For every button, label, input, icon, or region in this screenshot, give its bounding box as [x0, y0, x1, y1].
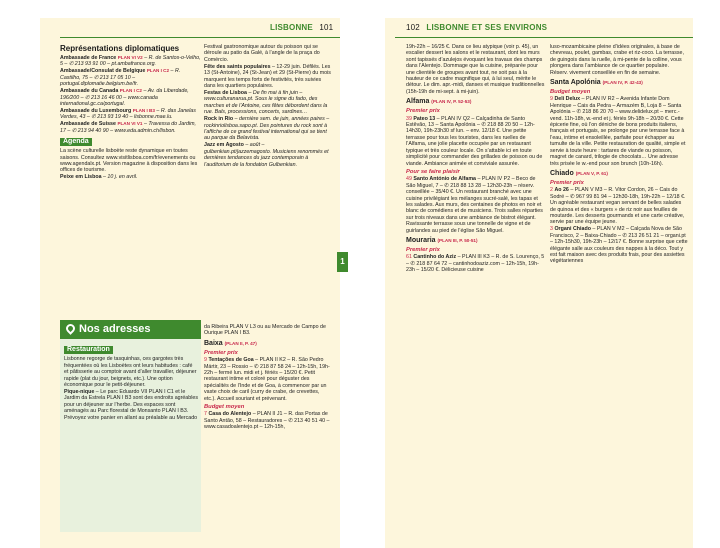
festas-lisboa: Festas de Lisboa – De fin mai à fin juin – www.culturanarua.pt. Sous le signe du fado, des marches et de l’Antoine, ces fêtes débordent dans la rue. Bals, processions, concerts, sardines… — [204, 90, 328, 116]
pour-se-faire-plaisir-label: Pour se faire plaisir — [406, 168, 460, 175]
festival-poisson-text: Festival gastronomique autour du poisson qui se déroule au patio da Galé, à l’angle de la praça do Comércio. — [204, 44, 320, 63]
premier-prix-label: Premier prix — [204, 349, 238, 356]
premier-prix-label: Premier prix — [406, 108, 440, 115]
budget-moyen-label: Budget moyen — [204, 404, 245, 411]
restaurant-santo-antonio: 49 Santo António de Alfama – PLAN IV P2 – Beco de São Miguel, 7 – ✆ 218 88 13 28 – 12h30-23h – réserv. conseillée – 35/40 €. Un restaurant branché avec une cuisine privilégiant les mélanges sucré-salé, les tapas et les salades. Aux murs, des centaines de photos en noir et blanc de comédiens et de musiciens. Trois salles réparties sur trois niveaux dans une ambiance de bistrot élégant. Ravissante terrasse sous une tonnelle de vigne et de guirlandes au pied de l’église São Miguel. — [406, 176, 543, 234]
jazz-em-agosto: Jazz em Agosto – août – gulbenkian.pt/jazzemagosto. Musiciens renommés et dernières tendances du jazz contemporain à l’auditorium de la fondation Gulbenkian. — [204, 142, 329, 168]
ribeira-lead: da Ribeira PLAN V L3 ou au Mercado de Campo de Ourique PLAN I B3. — [204, 324, 326, 337]
restaurant-deli-delux: 9 Deli Delux – PLAN IV R2 – Avenida Infante Dom Henrique – Cais da Pedra – Armazém B, Loja 8 – Santa Apolónia – ✆ 218 86 20 70 – www.delidelux.pt – merc.-vend. 11h-18h, w.-end et j. fériés 9h-18h – 20/30 €. Cette épicerie fine, où l’on déniche de bons produits italiens, français et portugais, se prolonge par une terrasse face à l’eau, intime et ensoleillée, parfaite pour échapper au tumulte de la ville. Petite restauration de qualité, simple et servie à toute heure : tartares de viande ou poisson, magret de canard, trilogie de chocolats… Une adresse très prisée le w.-end pour son brunch (10h-16h). — [550, 96, 686, 167]
restaurant-tentacoes-goa: 9 Tentações de Goa – PLAN II K2 – R. São Pedro Mártir, 23 – Rossio – ✆ 218 87 58 24 – 12h-15h, 19h-22h – fermé lun. midi et j. fériés – 15/20 €. Petit restaurant intime et coloré pour déguster des spécialités de l’Inde et de Goa, à commencer par un vaste choix de caril (curry de crabe, de crevettes, etc.). Accueil souriant et prévenant. — [204, 357, 330, 402]
restaurant-cantinho-aziz: 61 Cantinho do Aziz – PLAN III K3 – R. de S. Lourenço, 5 – ✆ 218 87 64 72 – cantinhodoaziz.com – 12h-15h, 19h-23h – 15/20 €. Délicieuse cuisine — [406, 254, 545, 274]
premier-prix-label: Premier prix — [550, 179, 584, 186]
chiado-heading: Chiado (PLAN V, P. 61) — [550, 169, 608, 177]
left-page-number: 101 — [319, 23, 334, 32]
budget-moyen-label: Budget moyen — [550, 89, 591, 96]
rock-in-rio: Rock in Rio – dernière sem. de juin, années paires – rockinriolisboa.sapo.pt. Des pointures du rock sont à l’affiche de ce grand festival international qui se tient au parque da Belavista. — [204, 116, 330, 142]
entry-ambassade-suisse: Ambassade de Suisse PLAN VI V1 – Travessa do Jardim, 17 – ✆ 213 94 40 90 – www.eda.admin.ch/lisbon. — [60, 121, 196, 134]
entry-ambassade-canada: Ambassade du Canada PLAN I C2 – Av. da Liberdade, 196/200 – ✆ 213 16 46 00 – www.canada international.gc.ca/portugal. — [60, 88, 189, 108]
pique-nique: Pique-nique – Le parc Eduardo VII PLAN I C1 et le Jardim da Estrela PLAN I B3 sont des endroits agréables pour un déjeuner sur l’herbe. Des espaces sont aménagés au Parc florestal de Monsanto PLAN I B3. Prévoyez votre panier en allant au préalable au Mercado — [64, 389, 198, 421]
right-running-head: 102 LISBONNE ET SES ENVIRONS — [406, 23, 548, 32]
agenda-peixe: Peixe em Lisboa – 10 j. en avril. — [60, 174, 138, 181]
entry-ambassade-luxembourg: Ambassade du Luxembourg PLAN I B3 – R. das Janelas Verdes, 43 – ✆ 213 93 19 40 – lisbonne.mae.lu. — [60, 108, 196, 121]
baixa-heading: Baixa (PLAN II, P. 47) — [204, 339, 257, 347]
left-running-head: LISBONNE 101 — [270, 23, 334, 32]
section-title-representations: Représentations diplomatiques — [60, 44, 180, 53]
restauration-tag: Restauration — [64, 346, 113, 354]
premier-prix-label: Premier prix — [406, 246, 440, 253]
entry-ambassade-belgique: Ambassade/Consulat de Belgique PLAN I C2 – R. Castilho, 75 – ✆ 213 17 05 10 – portugal.diplomatie.belgium.be/fr. — [60, 68, 181, 88]
right-page-number: 102 — [406, 23, 420, 32]
alfama-heading: Alfama (PLAN IV, P. 52-53) — [406, 98, 472, 106]
gutter — [340, 0, 385, 548]
right-col-2 — [550, 44, 688, 265]
agenda-text: La scène culturelle lisboète reste dynamique en toutes saisons. Consultez www.visitlisboa.com/fr/evenements ou www.agendalx.pt. Version magazine à disposition dans les offices de tourisme. — [60, 148, 198, 174]
left-header-rule — [60, 37, 340, 38]
chapter-tab: 1 — [337, 252, 348, 272]
left-col-1 — [60, 44, 201, 181]
map-pin-icon — [64, 322, 77, 335]
santa-apolonia-heading: Santa Apolónia (PLAN IV, P. 42-43) — [550, 79, 643, 87]
cantinho-cont: luso-mozambicaine pleine d’idées originales, à base de chevreau, poulet, gambas, crabe et riz-coco. La terrasse, de guingois dans la ruelle, à mi-pente de la colline, vous plongera dans l’ambiance de ce quartier populaire. Réserv. vivement conseillée en fin de semaine. — [550, 44, 684, 76]
restaurant-casa-alentejo: 7 Casa do Alentejo – PLAN II J1 – R. das Portas de Santo Antão, 58 – Restauradores – ✆ 213 40 51 40 – www.casadoalentejo.pt – 12h-15h, — [204, 411, 330, 431]
casa-alentejo-cont: 19h-22h – 16/25 €. Dans ce lieu atypique (voir p. 45), un escalier dessert les salons et le restaurant, dont les murs sont tapissés d’azulejos évoquant les travaux des champs dans l’Alentejo. Dommage que la cuisine, préparée pour une clientèle de groupes avant tout, ne soit pas à la hauteur de ce cadre magnifique qui, à lui seul, mérite le détour. Le dim. apr.-midi, danses et musique traditionnelles (15h-19h de mi-sept. à mi-juin). — [406, 44, 545, 95]
right-col-1 — [406, 44, 546, 274]
nos-adresses-content — [64, 343, 198, 422]
entry-ambassade-france: Ambassade de France PLAN VI V2 – R. de Santos-o-Velho, 5 – ✆ 213 93 91 00 – pt.ambafrance.org. — [60, 55, 201, 68]
left-col-2-bottom — [204, 324, 332, 431]
restaurant-pateo-13: 39 Pateo 13 – PLAN IV Q2 – Calçadinha de Santo Estêvão, 13 – Santa Apolónia – ✆ 218 88 20 50 – 12h-14h30, 19h-23h30 sf lun. – env. 12/18 €. Une petite terrasse pour tous les touristes, dans les ruelles de l’Alfama, une jolie placette occupée par un restaurant typique et très couleur locale. On s’attable ici en toute simplicité pour commander des grillades de poisson ou de viande. Ambiance animée et conviviale assurée. — [406, 115, 543, 167]
nos-adresses-header: Nos adresses — [60, 320, 201, 339]
right-header-rule — [395, 37, 693, 38]
restauration-text: Lisbonne regorge de tasquinhas, ces gargotes très fréquentées où les Lisboètes ont leurs habitudes : café et pâtisserie au comptoir avant d’aller travailler, déjeuner rapide (plat du jour, beignets, etc.). Une option économique pour le petit-déjeuner. — [64, 356, 197, 389]
fete-saints: Fête des saints populaires – 12-29 juin. Défilés. Les 13 (St-Antoine), 24 (St-Jean) et 29 (St-Pierre) du mois marquent les temps forts de festivités, très suivies dans les quartiers populaires. — [204, 63, 331, 90]
restaurant-organi-chiado: 3 Organi Chiado – PLAN V M2 – Calçada Nova de São Francisco, 2 – Baixa-Chiado – ✆ 213 26 51 21 – organi.pt – 12h-15h30, 19h-23h – 12/17 €. Bonne surprise que cette élégante salle aux couleurs des nappes à la déco. Tout y est fait maison avec des produits frais, pour des assiettes végétariennes — [550, 226, 688, 265]
mouraria-heading: Mouraria (PLAN III, P. 50-51) — [406, 236, 478, 244]
left-col-2 — [204, 44, 332, 169]
agenda-tag: Agenda — [60, 138, 92, 146]
restaurant-ao-26: 2 Ao 26 – PLAN V M3 – R. Vitor Cordon, 26 – Cais do Sodré – ✆ 967 99 81 94 – 12h30-18h, 19h-22h – 12/18 €. Un agréable restaurant vegan servant de belles salades de quinoa et des « burgers » de riz noir aux feuilles de moutarde. Les desserts gourmands et une carte créative, servie par une équipe jeune. — [550, 187, 686, 226]
